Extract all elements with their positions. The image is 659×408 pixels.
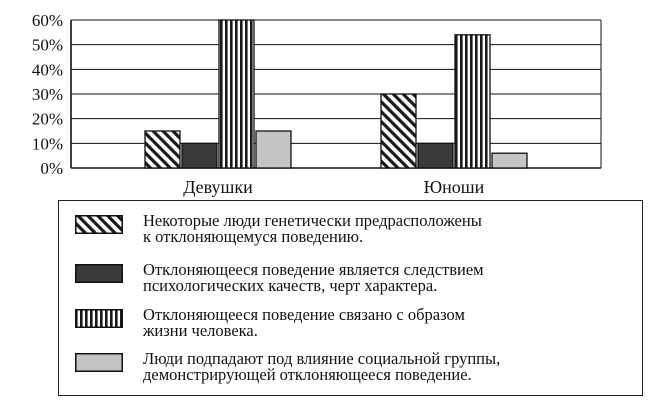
- bar-solid-boys: [418, 143, 453, 168]
- bar-vertical-girls: [219, 20, 254, 168]
- y-tick-label: 10%: [31, 134, 63, 154]
- legend-swatch-light: [75, 353, 123, 372]
- legend-swatch-dark: [75, 264, 123, 283]
- x-category-label: Девушки: [183, 177, 253, 197]
- bar-light-girls: [256, 131, 291, 168]
- y-tick-label: 40%: [31, 60, 63, 80]
- legend: [58, 200, 643, 396]
- y-tick-label: 50%: [31, 35, 63, 55]
- y-tick-label: 20%: [31, 109, 63, 129]
- legend-label: Отклоняющееся поведение связано с образом жизни человека.: [143, 305, 465, 340]
- bar-diagonal-girls: [145, 131, 180, 168]
- y-tick-label: 60%: [31, 11, 63, 30]
- legend-label: Некоторые люди генетически предрасположены к отклоняющемуся поведению.: [143, 211, 482, 246]
- legend-item-psychological: [75, 262, 623, 294]
- x-category-labels: [183, 177, 484, 197]
- legend-swatch-diagonal: [75, 215, 123, 234]
- legend-item-social-group: [75, 351, 623, 383]
- legend-label: Отклоняющееся поведение является следствием психологических качеств, черт характера.: [143, 260, 484, 295]
- y-tick-label: 0%: [40, 159, 63, 178]
- legend-item-genetic: [75, 213, 623, 245]
- bar-vertical-boys: [455, 35, 490, 168]
- x-category-label: Юноши: [423, 177, 485, 197]
- legend-swatch-vertical: [75, 309, 123, 328]
- y-tick-labels: [32, 11, 63, 178]
- legend-item-lifestyle: [75, 307, 623, 339]
- legend-label: Люди подпадают под влияние социальной группы, демонстрирующей отклоняющееся поведение.: [143, 349, 501, 384]
- y-tick-label: 30%: [31, 85, 63, 104]
- bar-diagonal-boys: [381, 94, 416, 168]
- bar-light-boys: [492, 153, 527, 168]
- bar-solid-girls: [182, 143, 217, 168]
